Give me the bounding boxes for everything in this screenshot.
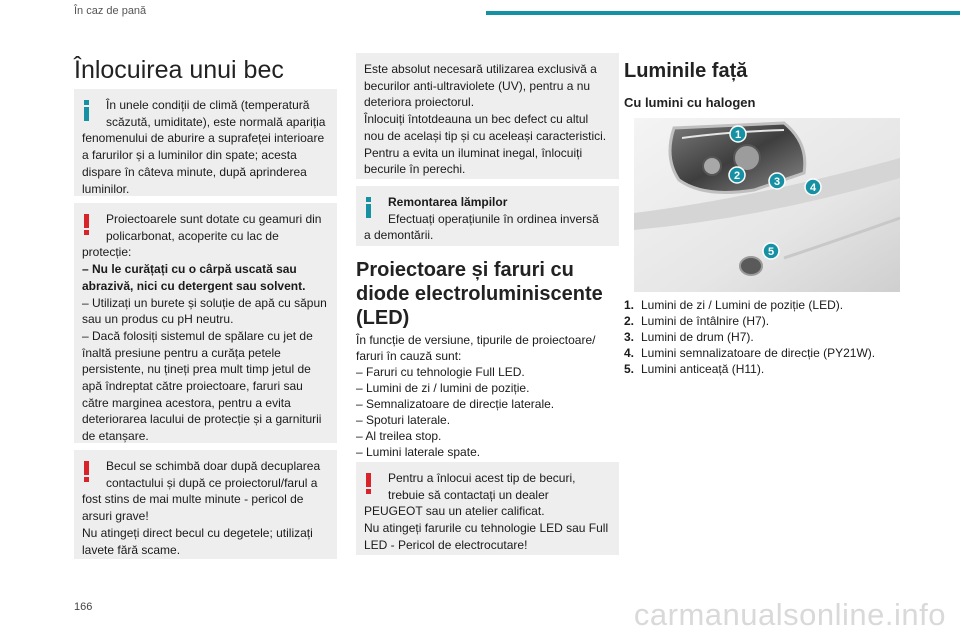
- svg-text:1: 1: [734, 129, 742, 141]
- warning-note-bulb-change: [74, 450, 337, 559]
- svg-text:2: 2: [733, 170, 741, 182]
- warn1-bold-item: – Nu le curățați cu o cârpă uscată sau abrazivă, nici cu detergent sau solvent.: [82, 262, 306, 293]
- legend-item: 4. Lumini semnalizatoare de direcție (PY21W).: [624, 346, 876, 360]
- warn2-line2: contactului și după ce proiectorul/farul a: [106, 475, 318, 490]
- headlamp-photo: [634, 118, 900, 292]
- legend-item: 2. Lumini de întâlnire (H7).: [624, 314, 770, 328]
- uv-para1: Este absolut necesară utilizarea exclusivă a becurilor anti-ultraviolete (UV), pentru a nu deteriora proiectorul.: [364, 62, 597, 110]
- warning-icon: [366, 473, 371, 494]
- warn1-line3: protecție:: [82, 245, 132, 260]
- section-title-front-lights: Luminile față: [624, 60, 748, 82]
- remount-line2: Efectuați operațiunile în ordinea inversă: [388, 211, 599, 226]
- warn2-rest: fost stins de mai multe minute - pericol de arsuri grave!: [82, 492, 304, 524]
- ledwarn-line1: Pentru a înlocui acest tip de becuri,: [388, 471, 576, 485]
- warn1-line1: Proiectoarele sunt dotate cu geamuri din: [106, 212, 322, 226]
- uv-para2: Înlocuiți întotdeauna un bec defect cu altul nou de același tip și cu aceleași caracteristici. Pentru a evita un iluminat inegal, înlocuiți becurile în perechi.: [364, 112, 607, 177]
- warn2-line1: Becul se schimbă doar după decuplarea: [106, 459, 321, 473]
- warn1-line2: policarbonat, acoperite cu lac de: [106, 228, 279, 243]
- headlamp-lens: [703, 157, 721, 175]
- info-note-fogging: [74, 89, 337, 196]
- ledwarn-line2: trebuie să contactați un dealer: [388, 487, 549, 502]
- list-item: – Semnalizatoare de direcție laterale.: [356, 397, 555, 411]
- info-line1: În unele condiții de climă (temperatură: [106, 98, 310, 112]
- warning-note-polycarbonate: [74, 203, 337, 443]
- warn2-last: Nu atingeți direct becul cu degetele; utilizați lavete fără scame.: [82, 525, 313, 557]
- list-item: – Lumini de zi / lumini de poziție.: [356, 381, 530, 395]
- callout-3: [769, 173, 785, 189]
- watermark: carmanualsonline.info: [633, 597, 946, 632]
- info-icon: [366, 197, 371, 218]
- legend-item: 5. Lumini anticeață (H11).: [624, 362, 765, 376]
- warning-icon: [84, 214, 89, 235]
- list-item: – Lumini laterale spate.: [356, 445, 481, 459]
- callout-2: [729, 167, 745, 183]
- info-rest: fenomenului de aburire a suprafeței interioare a farurilor și a luminilor din spate; acesta dispare în câteva minute, după aprinderea luminilor.: [82, 131, 325, 196]
- running-header: În caz de pană: [74, 5, 147, 17]
- page-title: Înlocuirea unui bec: [74, 56, 284, 84]
- svg-text:3: 3: [773, 176, 781, 188]
- ledwarn-last: Nu atingeți farurile cu tehnologie LED sau Full LED - Pericol de electrocutare!: [364, 521, 609, 552]
- fog-lamp: [740, 257, 762, 275]
- subsection-title-halogen: Cu lumini cu halogen: [624, 95, 756, 110]
- header-accent-bar: [486, 11, 960, 15]
- list-item: – Al treilea stop.: [356, 429, 442, 443]
- page-number: 166: [74, 601, 93, 613]
- warn1-item3: – Dacă folosiți sistemul de spălare cu jet de înaltă presiune pentru a curăța petele persistente, nu țineți prea mult timp jetul de apă îndreptat către proiectoare, faruri sau către marginea acestora, pentru a evita deteriorarea lacului de protecție și a garniturii de etanșare.: [82, 328, 322, 444]
- svg-text:5: 5: [767, 246, 775, 258]
- callout-5: [763, 243, 779, 259]
- led-list: [356, 364, 619, 460]
- warning-icon: [84, 461, 89, 482]
- remount-line3: a demontării.: [364, 228, 434, 243]
- legend-item: 3. Lumini de drum (H7).: [624, 330, 754, 344]
- section-title-led: Proiectoare și faruri cu diode electroluminiscente (LED): [356, 259, 603, 329]
- info-icon: [84, 100, 89, 121]
- lights-legend: [624, 297, 900, 377]
- warn1-item2: – Utilizați un burete și soluție de apă cu săpun sau un produs cu pH neutru.: [82, 295, 327, 327]
- info-line2: scăzută, umiditate), este normală apariția: [106, 114, 326, 129]
- svg-text:4: 4: [809, 182, 817, 194]
- legend-item: 1. Lumini de zi / Lumini de poziție (LED).: [624, 298, 844, 312]
- info-note-remount: [356, 186, 619, 246]
- list-item: – Spoturi laterale.: [356, 413, 451, 427]
- callout-4: [805, 179, 821, 195]
- uv-bulbs-note: [356, 53, 619, 179]
- remount-title: Remontarea lămpilor: [388, 195, 508, 209]
- list-item: – Faruri cu tehnologie Full LED.: [356, 365, 525, 379]
- callout-1: [730, 126, 746, 142]
- led-intro: În funcție de versiune, tipurile de proiectoare/ faruri în cauză sunt:: [356, 333, 596, 363]
- ledwarn-line3: PEUGEOT sau un atelier calificat.: [364, 504, 545, 519]
- warning-note-led: [356, 462, 619, 555]
